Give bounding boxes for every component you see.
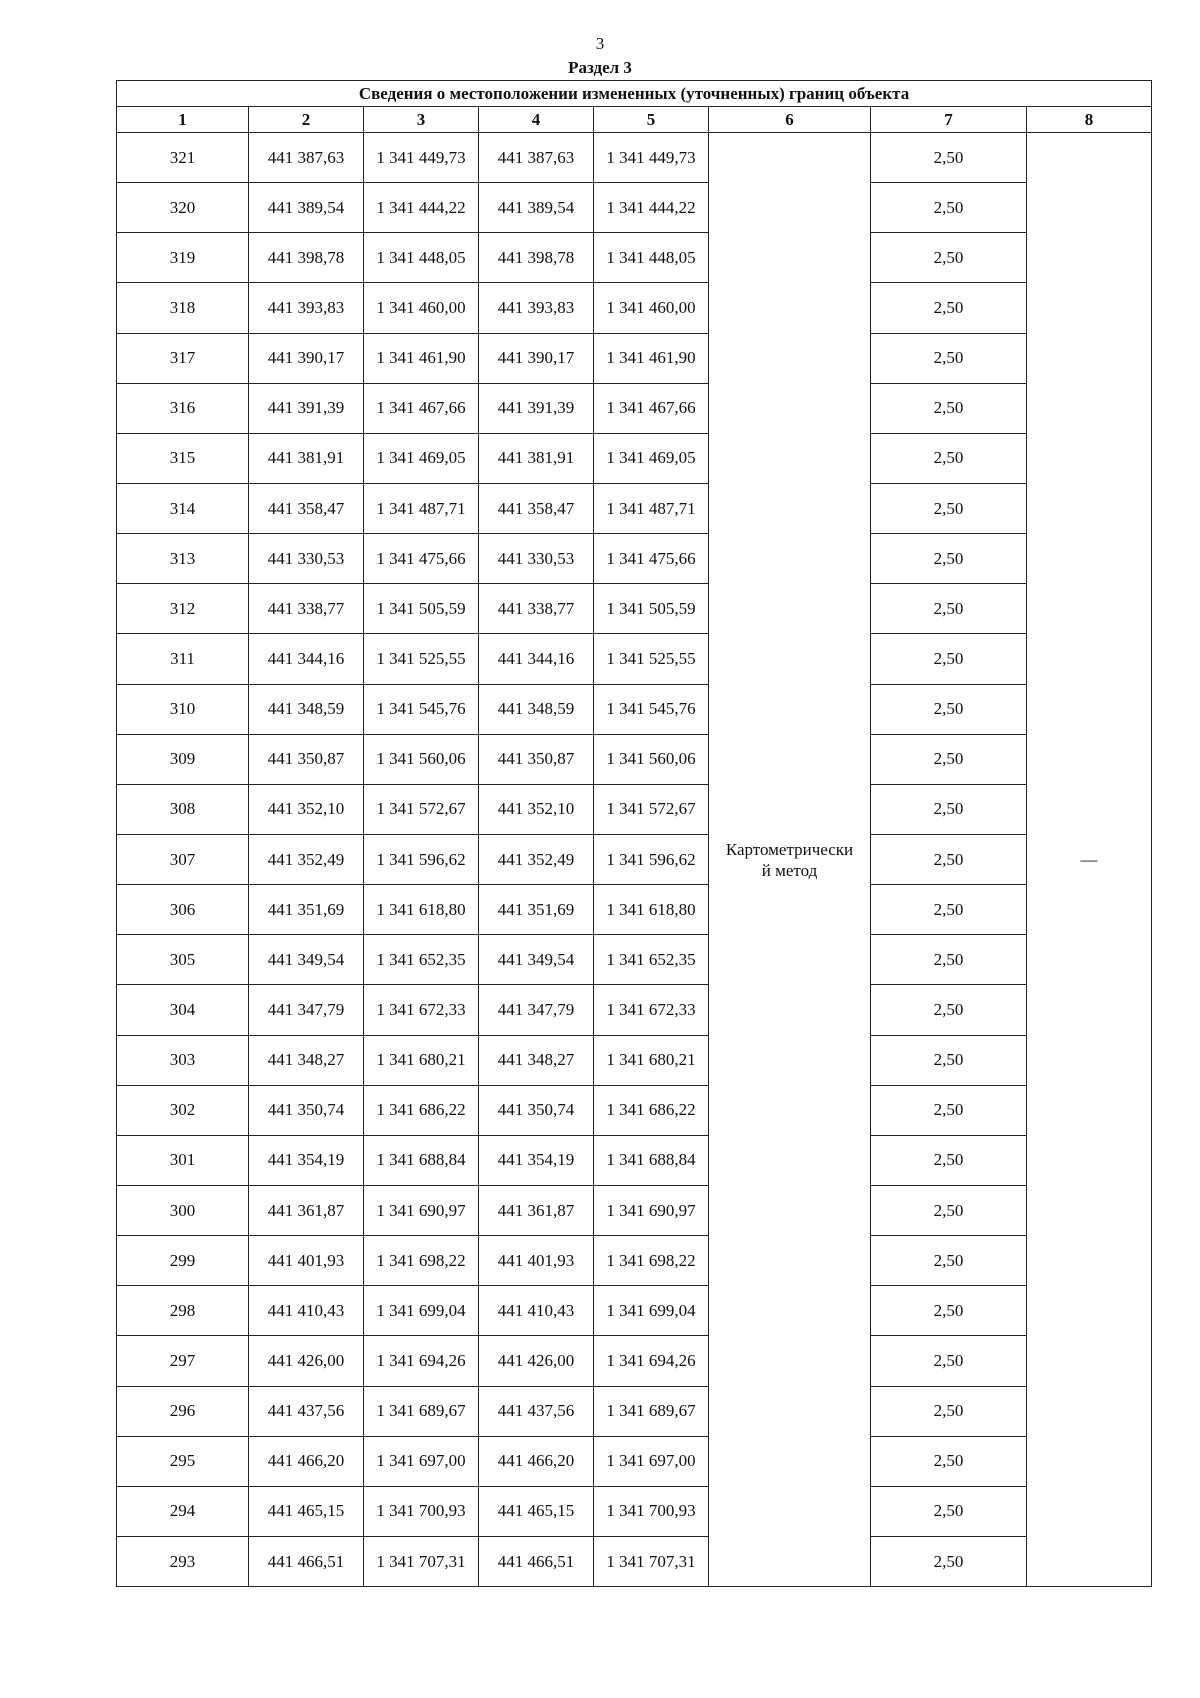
x-coordinate-refined-cell: 441 352,49 bbox=[479, 834, 594, 884]
x-coordinate-refined-cell: 441 390,17 bbox=[479, 333, 594, 383]
y-coordinate-refined-cell: 1 341 672,33 bbox=[594, 985, 709, 1035]
x-coordinate-refined-cell: 441 466,20 bbox=[479, 1436, 594, 1486]
accuracy-cell: 2,50 bbox=[871, 834, 1027, 884]
point-number-cell: 310 bbox=[117, 684, 249, 734]
x-coordinate-existing-cell: 441 401,93 bbox=[249, 1236, 364, 1286]
y-coordinate-refined-cell: 1 341 487,71 bbox=[594, 483, 709, 533]
x-coordinate-existing-cell: 441 387,63 bbox=[249, 133, 364, 183]
column-header-7: 7 bbox=[871, 107, 1027, 133]
y-coordinate-existing-cell: 1 341 652,35 bbox=[364, 935, 479, 985]
accuracy-cell: 2,50 bbox=[871, 133, 1027, 183]
y-coordinate-existing-cell: 1 341 688,84 bbox=[364, 1135, 479, 1185]
x-coordinate-existing-cell: 441 351,69 bbox=[249, 885, 364, 935]
y-coordinate-refined-cell: 1 341 694,26 bbox=[594, 1336, 709, 1386]
x-coordinate-refined-cell: 441 352,10 bbox=[479, 784, 594, 834]
accuracy-cell: 2,50 bbox=[871, 1085, 1027, 1135]
x-coordinate-refined-cell: 441 354,19 bbox=[479, 1135, 594, 1185]
accuracy-cell: 2,50 bbox=[871, 1236, 1027, 1286]
table-row bbox=[117, 534, 1152, 584]
accuracy-cell: 2,50 bbox=[871, 885, 1027, 935]
point-number-cell: 319 bbox=[117, 233, 249, 283]
x-coordinate-existing-cell: 441 344,16 bbox=[249, 634, 364, 684]
point-number-cell: 308 bbox=[117, 784, 249, 834]
x-coordinate-refined-cell: 441 465,15 bbox=[479, 1486, 594, 1536]
point-number-cell: 303 bbox=[117, 1035, 249, 1085]
point-number-cell: 313 bbox=[117, 534, 249, 584]
x-coordinate-existing-cell: 441 381,91 bbox=[249, 433, 364, 483]
x-coordinate-existing-cell: 441 390,17 bbox=[249, 333, 364, 383]
table-row bbox=[117, 834, 1152, 884]
x-coordinate-existing-cell: 441 350,87 bbox=[249, 734, 364, 784]
y-coordinate-existing-cell: 1 341 469,05 bbox=[364, 433, 479, 483]
x-coordinate-refined-cell: 441 389,54 bbox=[479, 183, 594, 233]
y-coordinate-refined-cell: 1 341 475,66 bbox=[594, 534, 709, 584]
x-coordinate-existing-cell: 441 338,77 bbox=[249, 584, 364, 634]
point-number-cell: 294 bbox=[117, 1486, 249, 1536]
x-coordinate-existing-cell: 441 349,54 bbox=[249, 935, 364, 985]
y-coordinate-refined-cell: 1 341 707,31 bbox=[594, 1536, 709, 1586]
y-coordinate-refined-cell: 1 341 460,00 bbox=[594, 283, 709, 333]
x-coordinate-existing-cell: 441 352,49 bbox=[249, 834, 364, 884]
x-coordinate-existing-cell: 441 350,74 bbox=[249, 1085, 364, 1135]
table-row bbox=[117, 1185, 1152, 1235]
accuracy-cell: 2,50 bbox=[871, 1035, 1027, 1085]
table-row bbox=[117, 1536, 1152, 1586]
accuracy-cell: 2,50 bbox=[871, 1336, 1027, 1386]
accuracy-cell: 2,50 bbox=[871, 483, 1027, 533]
point-number-cell: 316 bbox=[117, 383, 249, 433]
table-row bbox=[117, 1135, 1152, 1185]
y-coordinate-refined-cell: 1 341 688,84 bbox=[594, 1135, 709, 1185]
point-number-cell: 318 bbox=[117, 283, 249, 333]
point-number-cell: 305 bbox=[117, 935, 249, 985]
y-coordinate-refined-cell: 1 341 699,04 bbox=[594, 1286, 709, 1336]
y-coordinate-existing-cell: 1 341 460,00 bbox=[364, 283, 479, 333]
y-coordinate-existing-cell: 1 341 448,05 bbox=[364, 233, 479, 283]
x-coordinate-refined-cell: 441 381,91 bbox=[479, 433, 594, 483]
x-coordinate-refined-cell: 441 350,87 bbox=[479, 734, 594, 784]
table-row bbox=[117, 333, 1152, 383]
determination-method-line: й метод bbox=[761, 860, 818, 880]
x-coordinate-refined-cell: 441 348,59 bbox=[479, 684, 594, 734]
x-coordinate-existing-cell: 441 361,87 bbox=[249, 1185, 364, 1235]
x-coordinate-refined-cell: 441 437,56 bbox=[479, 1386, 594, 1436]
column-header-4: 4 bbox=[479, 107, 594, 133]
x-coordinate-refined-cell: 441 426,00 bbox=[479, 1336, 594, 1386]
table-row bbox=[117, 383, 1152, 433]
accuracy-cell: 2,50 bbox=[871, 985, 1027, 1035]
x-coordinate-refined-cell: 441 466,51 bbox=[479, 1536, 594, 1586]
x-coordinate-existing-cell: 441 398,78 bbox=[249, 233, 364, 283]
y-coordinate-existing-cell: 1 341 505,59 bbox=[364, 584, 479, 634]
y-coordinate-existing-cell: 1 341 467,66 bbox=[364, 383, 479, 433]
y-coordinate-existing-cell: 1 341 449,73 bbox=[364, 133, 479, 183]
table-row bbox=[117, 985, 1152, 1035]
accuracy-cell: 2,50 bbox=[871, 584, 1027, 634]
accuracy-cell: 2,50 bbox=[871, 1185, 1027, 1235]
accuracy-cell: 2,50 bbox=[871, 784, 1027, 834]
x-coordinate-refined-cell: 441 351,69 bbox=[479, 885, 594, 935]
table-caption-row bbox=[117, 81, 1152, 107]
x-coordinate-refined-cell: 441 350,74 bbox=[479, 1085, 594, 1135]
accuracy-cell: 2,50 bbox=[871, 684, 1027, 734]
column-header-6: 6 bbox=[709, 107, 871, 133]
accuracy-cell: 2,50 bbox=[871, 433, 1027, 483]
x-coordinate-refined-cell: 441 347,79 bbox=[479, 985, 594, 1035]
x-coordinate-existing-cell: 441 347,79 bbox=[249, 985, 364, 1035]
y-coordinate-existing-cell: 1 341 697,00 bbox=[364, 1436, 479, 1486]
y-coordinate-refined-cell: 1 341 448,05 bbox=[594, 233, 709, 283]
y-coordinate-existing-cell: 1 341 699,04 bbox=[364, 1286, 479, 1336]
table-row bbox=[117, 1085, 1152, 1135]
accuracy-cell: 2,50 bbox=[871, 183, 1027, 233]
y-coordinate-existing-cell: 1 341 487,71 bbox=[364, 483, 479, 533]
accuracy-cell: 2,50 bbox=[871, 1536, 1027, 1586]
y-coordinate-refined-cell: 1 341 505,59 bbox=[594, 584, 709, 634]
y-coordinate-existing-cell: 1 341 461,90 bbox=[364, 333, 479, 383]
point-number-cell: 299 bbox=[117, 1236, 249, 1286]
x-coordinate-existing-cell: 441 354,19 bbox=[249, 1135, 364, 1185]
accuracy-cell: 2,50 bbox=[871, 1386, 1027, 1436]
y-coordinate-existing-cell: 1 341 689,67 bbox=[364, 1386, 479, 1436]
y-coordinate-refined-cell: 1 341 444,22 bbox=[594, 183, 709, 233]
point-number-cell: 301 bbox=[117, 1135, 249, 1185]
x-coordinate-refined-cell: 441 338,77 bbox=[479, 584, 594, 634]
table-row bbox=[117, 885, 1152, 935]
determination-method-line: Картометрически bbox=[725, 839, 854, 859]
y-coordinate-refined-cell: 1 341 461,90 bbox=[594, 333, 709, 383]
table-row bbox=[117, 1286, 1152, 1336]
x-coordinate-refined-cell: 441 358,47 bbox=[479, 483, 594, 533]
point-number-cell: 317 bbox=[117, 333, 249, 383]
point-number-cell: 297 bbox=[117, 1336, 249, 1386]
table-row bbox=[117, 684, 1152, 734]
y-coordinate-refined-cell: 1 341 560,06 bbox=[594, 734, 709, 784]
y-coordinate-refined-cell: 1 341 572,67 bbox=[594, 784, 709, 834]
y-coordinate-existing-cell: 1 341 694,26 bbox=[364, 1336, 479, 1386]
table-row bbox=[117, 1035, 1152, 1085]
y-coordinate-existing-cell: 1 341 525,55 bbox=[364, 634, 479, 684]
y-coordinate-refined-cell: 1 341 596,62 bbox=[594, 834, 709, 884]
y-coordinate-refined-cell: 1 341 689,67 bbox=[594, 1386, 709, 1436]
x-coordinate-existing-cell: 441 352,10 bbox=[249, 784, 364, 834]
y-coordinate-existing-cell: 1 341 707,31 bbox=[364, 1536, 479, 1586]
x-coordinate-refined-cell: 441 348,27 bbox=[479, 1035, 594, 1085]
x-coordinate-refined-cell: 441 393,83 bbox=[479, 283, 594, 333]
accuracy-cell: 2,50 bbox=[871, 1436, 1027, 1486]
point-number-cell: 321 bbox=[117, 133, 249, 183]
table-row bbox=[117, 1486, 1152, 1536]
x-coordinate-refined-cell: 441 349,54 bbox=[479, 935, 594, 985]
table-row bbox=[117, 433, 1152, 483]
y-coordinate-refined-cell: 1 341 686,22 bbox=[594, 1085, 709, 1135]
y-coordinate-refined-cell: 1 341 690,97 bbox=[594, 1185, 709, 1235]
y-coordinate-refined-cell: 1 341 698,22 bbox=[594, 1236, 709, 1286]
table-row bbox=[117, 283, 1152, 333]
y-coordinate-existing-cell: 1 341 700,93 bbox=[364, 1486, 479, 1536]
point-number-cell: 298 bbox=[117, 1286, 249, 1336]
point-number-cell: 314 bbox=[117, 483, 249, 533]
table-row bbox=[117, 784, 1152, 834]
accuracy-cell: 2,50 bbox=[871, 1286, 1027, 1336]
x-coordinate-existing-cell: 441 426,00 bbox=[249, 1336, 364, 1386]
x-coordinate-refined-cell: 441 387,63 bbox=[479, 133, 594, 183]
x-coordinate-refined-cell: 441 401,93 bbox=[479, 1236, 594, 1286]
x-coordinate-existing-cell: 441 391,39 bbox=[249, 383, 364, 433]
y-coordinate-refined-cell: 1 341 618,80 bbox=[594, 885, 709, 935]
point-number-cell: 309 bbox=[117, 734, 249, 784]
table-row bbox=[117, 1386, 1152, 1436]
table-row bbox=[117, 634, 1152, 684]
y-coordinate-existing-cell: 1 341 545,76 bbox=[364, 684, 479, 734]
table-row bbox=[117, 935, 1152, 985]
x-coordinate-refined-cell: 441 330,53 bbox=[479, 534, 594, 584]
column-header-8: 8 bbox=[1027, 107, 1152, 133]
y-coordinate-refined-cell: 1 341 545,76 bbox=[594, 684, 709, 734]
x-coordinate-refined-cell: 441 361,87 bbox=[479, 1185, 594, 1235]
determination-method-cell bbox=[709, 133, 871, 1587]
x-coordinate-existing-cell: 441 348,27 bbox=[249, 1035, 364, 1085]
column-header-3: 3 bbox=[364, 107, 479, 133]
table-row bbox=[117, 133, 1152, 183]
y-coordinate-existing-cell: 1 341 475,66 bbox=[364, 534, 479, 584]
accuracy-cell: 2,50 bbox=[871, 634, 1027, 684]
point-number-cell: 302 bbox=[117, 1085, 249, 1135]
point-number-cell: 320 bbox=[117, 183, 249, 233]
column-header-1: 1 bbox=[117, 107, 249, 133]
x-coordinate-existing-cell: 441 330,53 bbox=[249, 534, 364, 584]
table-row bbox=[117, 1336, 1152, 1386]
y-coordinate-refined-cell: 1 341 697,00 bbox=[594, 1436, 709, 1486]
accuracy-cell: 2,50 bbox=[871, 935, 1027, 985]
x-coordinate-refined-cell: 441 344,16 bbox=[479, 634, 594, 684]
x-coordinate-refined-cell: 441 410,43 bbox=[479, 1286, 594, 1336]
section-title: Раздел 3 bbox=[568, 58, 632, 77]
table-row bbox=[117, 734, 1152, 784]
y-coordinate-existing-cell: 1 341 698,22 bbox=[364, 1236, 479, 1286]
y-coordinate-existing-cell: 1 341 618,80 bbox=[364, 885, 479, 935]
y-coordinate-refined-cell: 1 341 652,35 bbox=[594, 935, 709, 985]
point-number-cell: 306 bbox=[117, 885, 249, 935]
point-number-cell: 307 bbox=[117, 834, 249, 884]
y-coordinate-existing-cell: 1 341 690,97 bbox=[364, 1185, 479, 1235]
column-header-row bbox=[117, 107, 1152, 133]
y-coordinate-existing-cell: 1 341 444,22 bbox=[364, 183, 479, 233]
point-number-cell: 315 bbox=[117, 433, 249, 483]
page-number: 3 bbox=[595, 34, 605, 53]
table-row bbox=[117, 233, 1152, 283]
x-coordinate-existing-cell: 441 348,59 bbox=[249, 684, 364, 734]
y-coordinate-existing-cell: 1 341 560,06 bbox=[364, 734, 479, 784]
x-coordinate-existing-cell: 441 393,83 bbox=[249, 283, 364, 333]
table-row bbox=[117, 1236, 1152, 1286]
x-coordinate-refined-cell: 441 398,78 bbox=[479, 233, 594, 283]
accuracy-cell: 2,50 bbox=[871, 534, 1027, 584]
x-coordinate-existing-cell: 441 465,15 bbox=[249, 1486, 364, 1536]
column-header-5: 5 bbox=[594, 107, 709, 133]
accuracy-cell: 2,50 bbox=[871, 233, 1027, 283]
x-coordinate-existing-cell: 441 466,51 bbox=[249, 1536, 364, 1586]
column-8-cell: — bbox=[1027, 133, 1152, 1587]
table-row bbox=[117, 1436, 1152, 1486]
point-number-cell: 311 bbox=[117, 634, 249, 684]
accuracy-cell: 2,50 bbox=[871, 383, 1027, 433]
y-coordinate-refined-cell: 1 341 469,05 bbox=[594, 433, 709, 483]
y-coordinate-refined-cell: 1 341 680,21 bbox=[594, 1035, 709, 1085]
x-coordinate-existing-cell: 441 358,47 bbox=[249, 483, 364, 533]
point-number-cell: 300 bbox=[117, 1185, 249, 1235]
y-coordinate-refined-cell: 1 341 525,55 bbox=[594, 634, 709, 684]
accuracy-cell: 2,50 bbox=[871, 734, 1027, 784]
x-coordinate-existing-cell: 441 410,43 bbox=[249, 1286, 364, 1336]
boundary-coordinates-table bbox=[116, 80, 1152, 1587]
table-caption: Сведения о местоположении измененных (уточненных) границ объекта bbox=[117, 81, 1152, 107]
accuracy-cell: 2,50 bbox=[871, 1135, 1027, 1185]
point-number-cell: 293 bbox=[117, 1536, 249, 1586]
x-coordinate-refined-cell: 441 391,39 bbox=[479, 383, 594, 433]
y-coordinate-existing-cell: 1 341 672,33 bbox=[364, 985, 479, 1035]
x-coordinate-existing-cell: 441 437,56 bbox=[249, 1386, 364, 1436]
accuracy-cell: 2,50 bbox=[871, 333, 1027, 383]
y-coordinate-existing-cell: 1 341 686,22 bbox=[364, 1085, 479, 1135]
y-coordinate-refined-cell: 1 341 700,93 bbox=[594, 1486, 709, 1536]
table-row bbox=[117, 584, 1152, 634]
point-number-cell: 312 bbox=[117, 584, 249, 634]
point-number-cell: 295 bbox=[117, 1436, 249, 1486]
y-coordinate-existing-cell: 1 341 596,62 bbox=[364, 834, 479, 884]
y-coordinate-existing-cell: 1 341 572,67 bbox=[364, 784, 479, 834]
point-number-cell: 304 bbox=[117, 985, 249, 1035]
y-coordinate-refined-cell: 1 341 467,66 bbox=[594, 383, 709, 433]
column-header-2: 2 bbox=[249, 107, 364, 133]
table-row bbox=[117, 483, 1152, 533]
x-coordinate-existing-cell: 441 466,20 bbox=[249, 1436, 364, 1486]
accuracy-cell: 2,50 bbox=[871, 283, 1027, 333]
accuracy-cell: 2,50 bbox=[871, 1486, 1027, 1536]
table-row bbox=[117, 183, 1152, 233]
x-coordinate-existing-cell: 441 389,54 bbox=[249, 183, 364, 233]
y-coordinate-refined-cell: 1 341 449,73 bbox=[594, 133, 709, 183]
y-coordinate-existing-cell: 1 341 680,21 bbox=[364, 1035, 479, 1085]
point-number-cell: 296 bbox=[117, 1386, 249, 1436]
